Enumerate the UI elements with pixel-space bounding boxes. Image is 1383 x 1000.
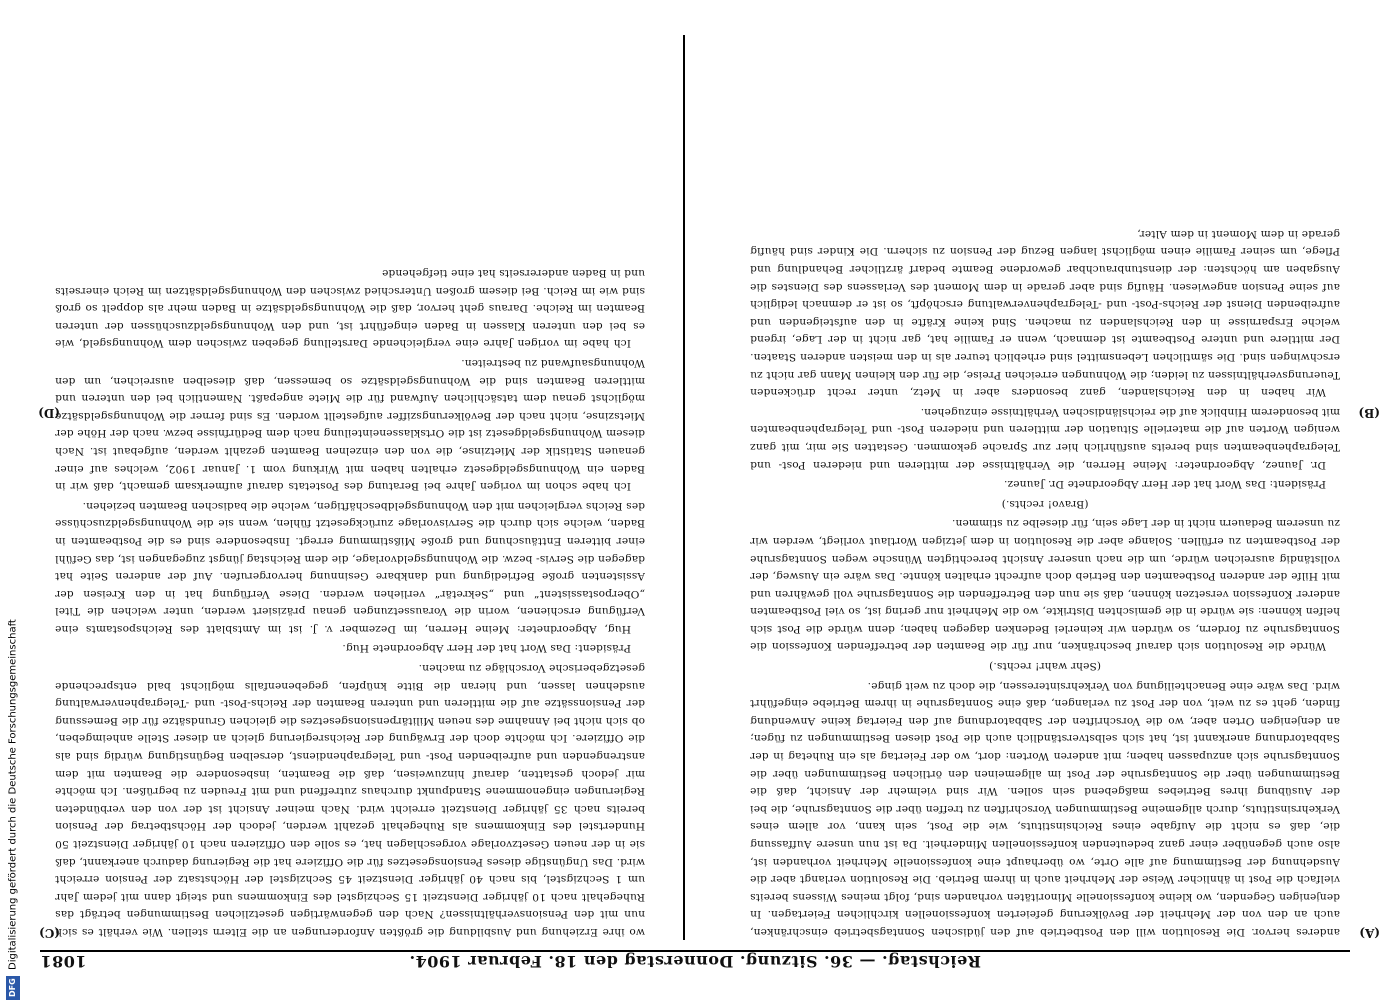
speaker-paragraph: Präsident: Das Wort hat der Herr Abgeordnete Dr. Jaunez. bbox=[1003, 478, 1326, 491]
digitization-note: Digitalisierung gefördert durch die Deutsche Forschungsgemeinschaft bbox=[7, 619, 19, 970]
dfg-logo: DFG bbox=[6, 976, 20, 1000]
sidebar bbox=[0, 0, 26, 1000]
interjection: (Bravo! rechts.) bbox=[1001, 497, 1089, 510]
page-number: 1081 bbox=[40, 952, 87, 971]
margin-mark-c: (C) bbox=[39, 926, 60, 940]
margin-mark-d: (D) bbox=[38, 406, 60, 420]
paragraph: wo ihre Erziehung und Ausbildung die größten Anforderungen an die Eltern stellen. Wie verhält es sich nun mit den Pensionsverhältnissen? Nach den gegenwärtigen gesetzlichen Bestimmungen beträgt das Ruhegehalt nach 10 jähriger Dienstzeit 15 Sechzigstel des Einkommens und steigt dann mit jedem Jahr um 1 Sechzigstel, bis nach 40 jähriger Dienstzeit 45 Sechzigstel der Höchstsatz der Pension erreicht wird. Das Ungünstige dieses Pensionsgesetzes für die Offiziere hat die Regierung dadurch anerkannt, daß sie in der neuen Gesetzvorlage vorgeschlagen hat, es solle den Offizieren nach 10 jähriger Dienstzeit 50 Hundertstel des Einkommens als Ruhegehalt gezahlt werden, jedoch der Höchstbetrag der Pension bereits nach 35 jähriger Dienstzeit erreicht wird. Nach meiner Ansicht ist der von den verbündeten Regierungen eingenommene Standpunkt durchaus zutreffend und mit Freuden zu begrüßen. Ich möchte mir jedoch gestatten, darauf hinzuweisen, daß die Beamten, insbesondere die Beamten mit dem anstrengenden und aufreibenden Post- und Telegraphendienst, derselben Begünstigung würdig sind als die Offiziere. Ich möchte doch der Erwägung der Reichsregierung gleich an dieser Stelle anheimgeben, ob sich nicht bei Annahme des neuen Militärpensionsgesetzes die gleichen Grundsätze für die Bemessung der Pensionssätze auf die mittleren und unteren Beamten der Reichs-Post- und -Telegraphenverwaltung ausdehnen lassen, und hieran die Bitte knüpfen, gegebenenfalls möglichst bald entsprechende gesetzgeberische Vorschläge zu machen. bbox=[55, 662, 645, 938]
speaker-paragraph: Präsident: Das Wort hat der Herr Abgeordnete Hug. bbox=[342, 642, 631, 655]
left-column bbox=[750, 35, 1340, 940]
speaker-paragraph: Hug, Abgeordneter: Meine Herren, im Dezember v. J. ist im Amtsblatt des Reichspostamts eine Verfügung erschienen, worin die Voraussetzungen genau präzisiert werden, unter welchen die Titel „Oberpostassistent“ und „Sekretär“ verliehen werden. Diese Verfügung hat in den Kreisen der Assistenten große Befriedigung und dankbare Gesinnung hervorgerufen. Auf der anderen Seite hat dagegen die Servis- bezw. die Wohnungsgeldvorlage, die dem Reichstag jüngst zugegangen ist, das Gefühl einer bitteren Enttäuschung und große Mißstimmung erregt. Insbesondere sind es die Postbeamten in Baden, welche sich durch die Servisvorlage zurückgesetzt fühlen, wenn sie die Wohnungsgeldzuschüsse des Reichs vergleichen mit den Wohnungsgeldbeschäftigen, welche die badischen Beamten beziehen. bbox=[55, 499, 645, 635]
column-divider bbox=[683, 35, 685, 940]
page-header bbox=[40, 950, 1350, 980]
newspaper-page bbox=[38, 20, 1380, 980]
margin-mark-a: (A) bbox=[1359, 926, 1380, 940]
page-title: Reichstag. — 36. Sitzung. Donnerstag den 18. Februar 1904. bbox=[409, 952, 982, 971]
speaker-paragraph: Dr. Jaunez, Abgeordneter: Meine Herren, die Verhältnisse der mittleren und niederen Post- und Telegraphenbeamten sind bereits ausführlich hier zur Sprache gekommen. Gestatten Sie mir, mit ganz wenigen Worten auf die materielle Situation der mittleren und niederen Post- und Telegraphenbeamten mit besonderem Hinblick auf die reichsländischen Verhältnisse einzugehen. bbox=[750, 405, 1340, 471]
paragraph: anderes hervor. Die Resolution will den Postbetrieb auf den jüdischen Sonntagsbetrieb einschränken, auch an den von der Mehrheit der Bevölkerung gefeierten konfessionellen kirchlichen Feiertagen. In denjenigen Gegenden, wo kleine konfessionelle Minoritäten vorhanden sind, folgt meines Wissens bereits vielfach die Post in ähnlicher Weise der Mehrheit auch in ihrem Betrieb. Die Resolution verlangt aber die Ausdehnung der Bestimmung auf alle Orte, wo überhaupt eine konfessionelle Mehrheit vorhanden ist, also auch gegenüber einer ganz bedeutenden konfessionellen Minderheit. Da ist nun unsere Auffassung die, daß es nicht die Aufgabe eines Reichsinstituts, wie die Post, sein kann, vor allem eines Verkehrsinstituts, durch allgemeine Bestimmungen Vorschriften zu treffen über die Sonntagsruhe, die bei der Ausübung ihres Betriebes maßgebend sein sollen. Wir sind vielmehr der Ansicht, daß die Bestimmungen über die Sonntagsruhe der Post im allgemeinen den örtlichen Bestimmungen über die Sonntagsruhe sich anzupassen haben; mit anderen Worten: dort, wo der Feiertag als ein Ruhetag in der Sabbatordnung anerkannt ist, hat sich selbstverständlich auch die Post diesen Bestimmungen zu fügen; an denjenigen Orten aber, wo die Vorschriften der Sabbatordnung auf den Feiertag keine Anwendung finden, geht es zu weit, von der Post zu verlangen, daß eine Sonntagsruhe in ihrem Betriebe eingeführt wird. Das wäre eine Benachteiligung von Verkehrsinteressen, die doch zu weit ginge. bbox=[750, 679, 1340, 938]
paragraph: Ich habe im vorigen Jahre eine vergleichende Darstellung gegeben zwischen dem Wohnungsgeld, wie es bei den unteren Klassen in Baden eingeführt ist, und den Wohnungsgeldzuschüssen der unteren Beamten im Reiche. Daraus geht hervor, daß die Wohnungsgeldsätze in Baden mehr als doppelt so groß sind wie im Reich. Bei diesem großen Unterschied zwischen den Wohnungsgeldsätzen im Reich einerseits und in Baden andererseits hat eine tiefgehende bbox=[55, 267, 645, 350]
right-column bbox=[55, 35, 645, 940]
paragraph: Ich habe schon im vorigen Jahre bei Beratung des Postetats darauf aufmerksam gemacht, daß wir in Baden ein Wohnungsgeldgesetz erhalten haben mit Wirkung vom 1. Januar 1902, welches auf einer genauen Statistik der Mietzinse, die von den einzelnen Beamten gezahlt werden, aufgebaut ist. Nach diesem Wohnungsgeldgesetz ist die Ortsklasseneinteilung nach dem Bedürfnisse bezw. nach der Höhe der Mietszinse, nicht nach der Bevölkerungsziffer aufgestellt worden. Es sind ferner die Wohnungsgeldsätze möglichst genau dem tatsächlichen Aufwand für die Miete angepaßt. Namentlich bei den unteren und mittleren Beamten sind die Wohnungsgeldsätze so bemessen, daß dieselben ausreichen, um den Wohnungsaufwand zu bestreiten. bbox=[55, 357, 645, 493]
interjection: (Sehr wahr! rechts.) bbox=[988, 660, 1102, 673]
margin-mark-b: (B) bbox=[1358, 406, 1380, 420]
paragraph: Würde die Resolution sich darauf beschränken, nur für die Beamten der betreffenden Konfession die Sonntagsruhe zu fordern, so würden wir keinerlei Bedenken dagegen haben; denn würde die Post sich helfen können: sie würde in die gemischten Distrikte, wo die Mehrheit nur gering ist, so viel Postbeamten anderer Konfession versetzen können, daß sie nun den Betreffenden die Sonntagsruhe voll gewähren und mit Hilfe der anderen Postbeamten den Betrieb doch aufrecht erhalten könnte. Das wäre ein Ausweg, der vollständig ausreichen würde, um die nach unserer Ansicht berechtigten Wünsche wegen Sonntagsruhe der Postbeamten zu erfüllen. Solange aber die Resolution in dem jetzigen Wortlaut vorliegt, werden wir zu unserem Bedauern nicht in der Lage sein, für dieselbe zu stimmen. bbox=[750, 517, 1340, 653]
paragraph: Wir haben in den Reichslanden, ganz besonders aber in Metz, unter recht drückenden Teuerungsverhältnissen zu leiden; die Wohnungen erreichen Preise, die für den kleinen Mann gar nicht zu erschwingen sind. Die sämtlichen Lebensmittel sind erheblich teurer als in den meisten anderen Staaten. Der mittlere und untere Postbeamte ist demnach, wenn er Familie hat, gar nicht in der Lage, irgend welche Ersparnisse in den Reichslanden zu machen. Sind keine Kräfte in den aufsteigenden und aufreibenden Dienst der Reichs-Post- und -Telegraphenverwaltung erschöpft, so ist er demnach lediglich auf seine Pension angewiesen. Häufig sind aber gerade in dem Moment des Verlassens des Dienstes die Ausgaben am höchsten: der dienstunbrauchbar gewordene Beamte bedarf ärztlicher Behandlung und Pflege, um seiner Familie einen möglichst langen Bezug der Pension zu sichern. Die Kinder sind häufig gerade in dem Moment in dem Alter, bbox=[750, 227, 1340, 399]
